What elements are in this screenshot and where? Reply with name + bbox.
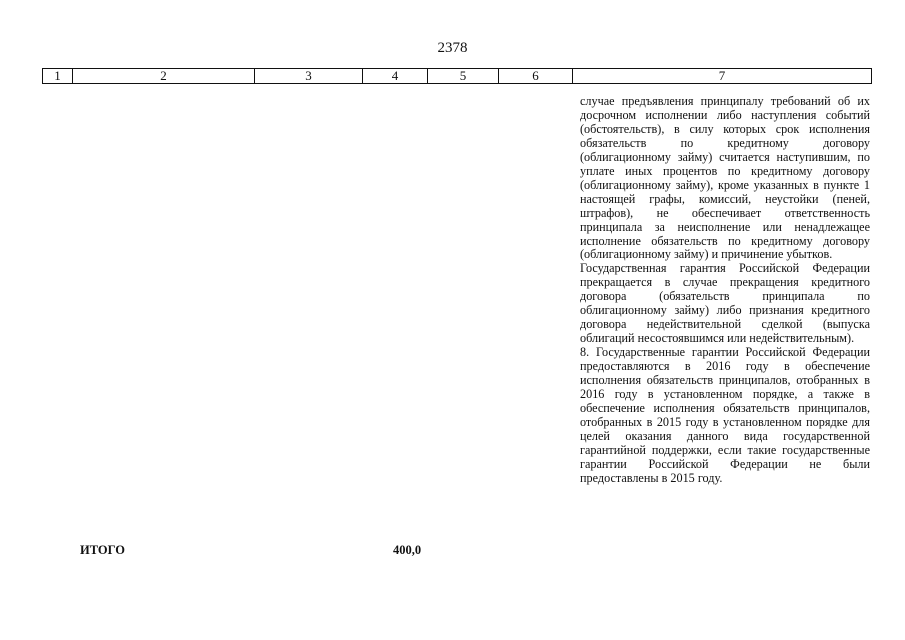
- paragraph-continuation: случае предъявления принципалу требований об их досрочном исполнении либо наступления событий (обстоятельств), в силу которых срок исполнения обязательств по кредитному договору (облигационному займу) считается наступившим, по уплате иных процентов по кредитному договору (облигационному займу), кроме указанных в пункте 1 настоящей графы, комиссий, неустойки (пеней, штрафов), не обеспечивает ответственность принципала за неисполнение или ненадлежащее исполнение обязательств по кредитному договору (облигационному займу) и причинение убытков.: [580, 94, 870, 262]
- column-number-1: 1: [43, 69, 73, 84]
- column-number-6: 6: [499, 69, 573, 84]
- paragraph-guarantee-termination: Государственная гарантия Российской Федерации прекращается в случае прекращения кредитного договора (обязательств принципала по облигационному займу) либо признания кредитного договора недействительной сделкой (выпуска облигаций несостоявшимся или недействительным).: [580, 261, 870, 346]
- column-number-5: 5: [428, 69, 499, 84]
- column-number-7: 7: [573, 69, 872, 84]
- paragraph-item-8: 8. Государственные гарантии Российской Федерации предоставляются в 2016 году в обеспечение исполнения обязательств принципалов, отобранных в 2016 году в установленном порядке, а также в обеспечение исполнения обязательств принципалов, отобранных в 2015 году в установленном порядке для целей оказания данного вида государственной гарантийной поддержки, если такие государственные гарантии Российской Федерации не были предоставлены в 2015 году.: [580, 345, 870, 485]
- column-number-3: 3: [255, 69, 363, 84]
- column-7-text: [580, 95, 870, 486]
- page-number: 2378: [437, 40, 468, 56]
- column-number-2: 2: [73, 69, 255, 84]
- column-number-header: [42, 68, 872, 84]
- column-number-4: 4: [363, 69, 428, 84]
- total-label: ИТОГО: [80, 543, 125, 557]
- total-value: 400,0: [393, 543, 422, 557]
